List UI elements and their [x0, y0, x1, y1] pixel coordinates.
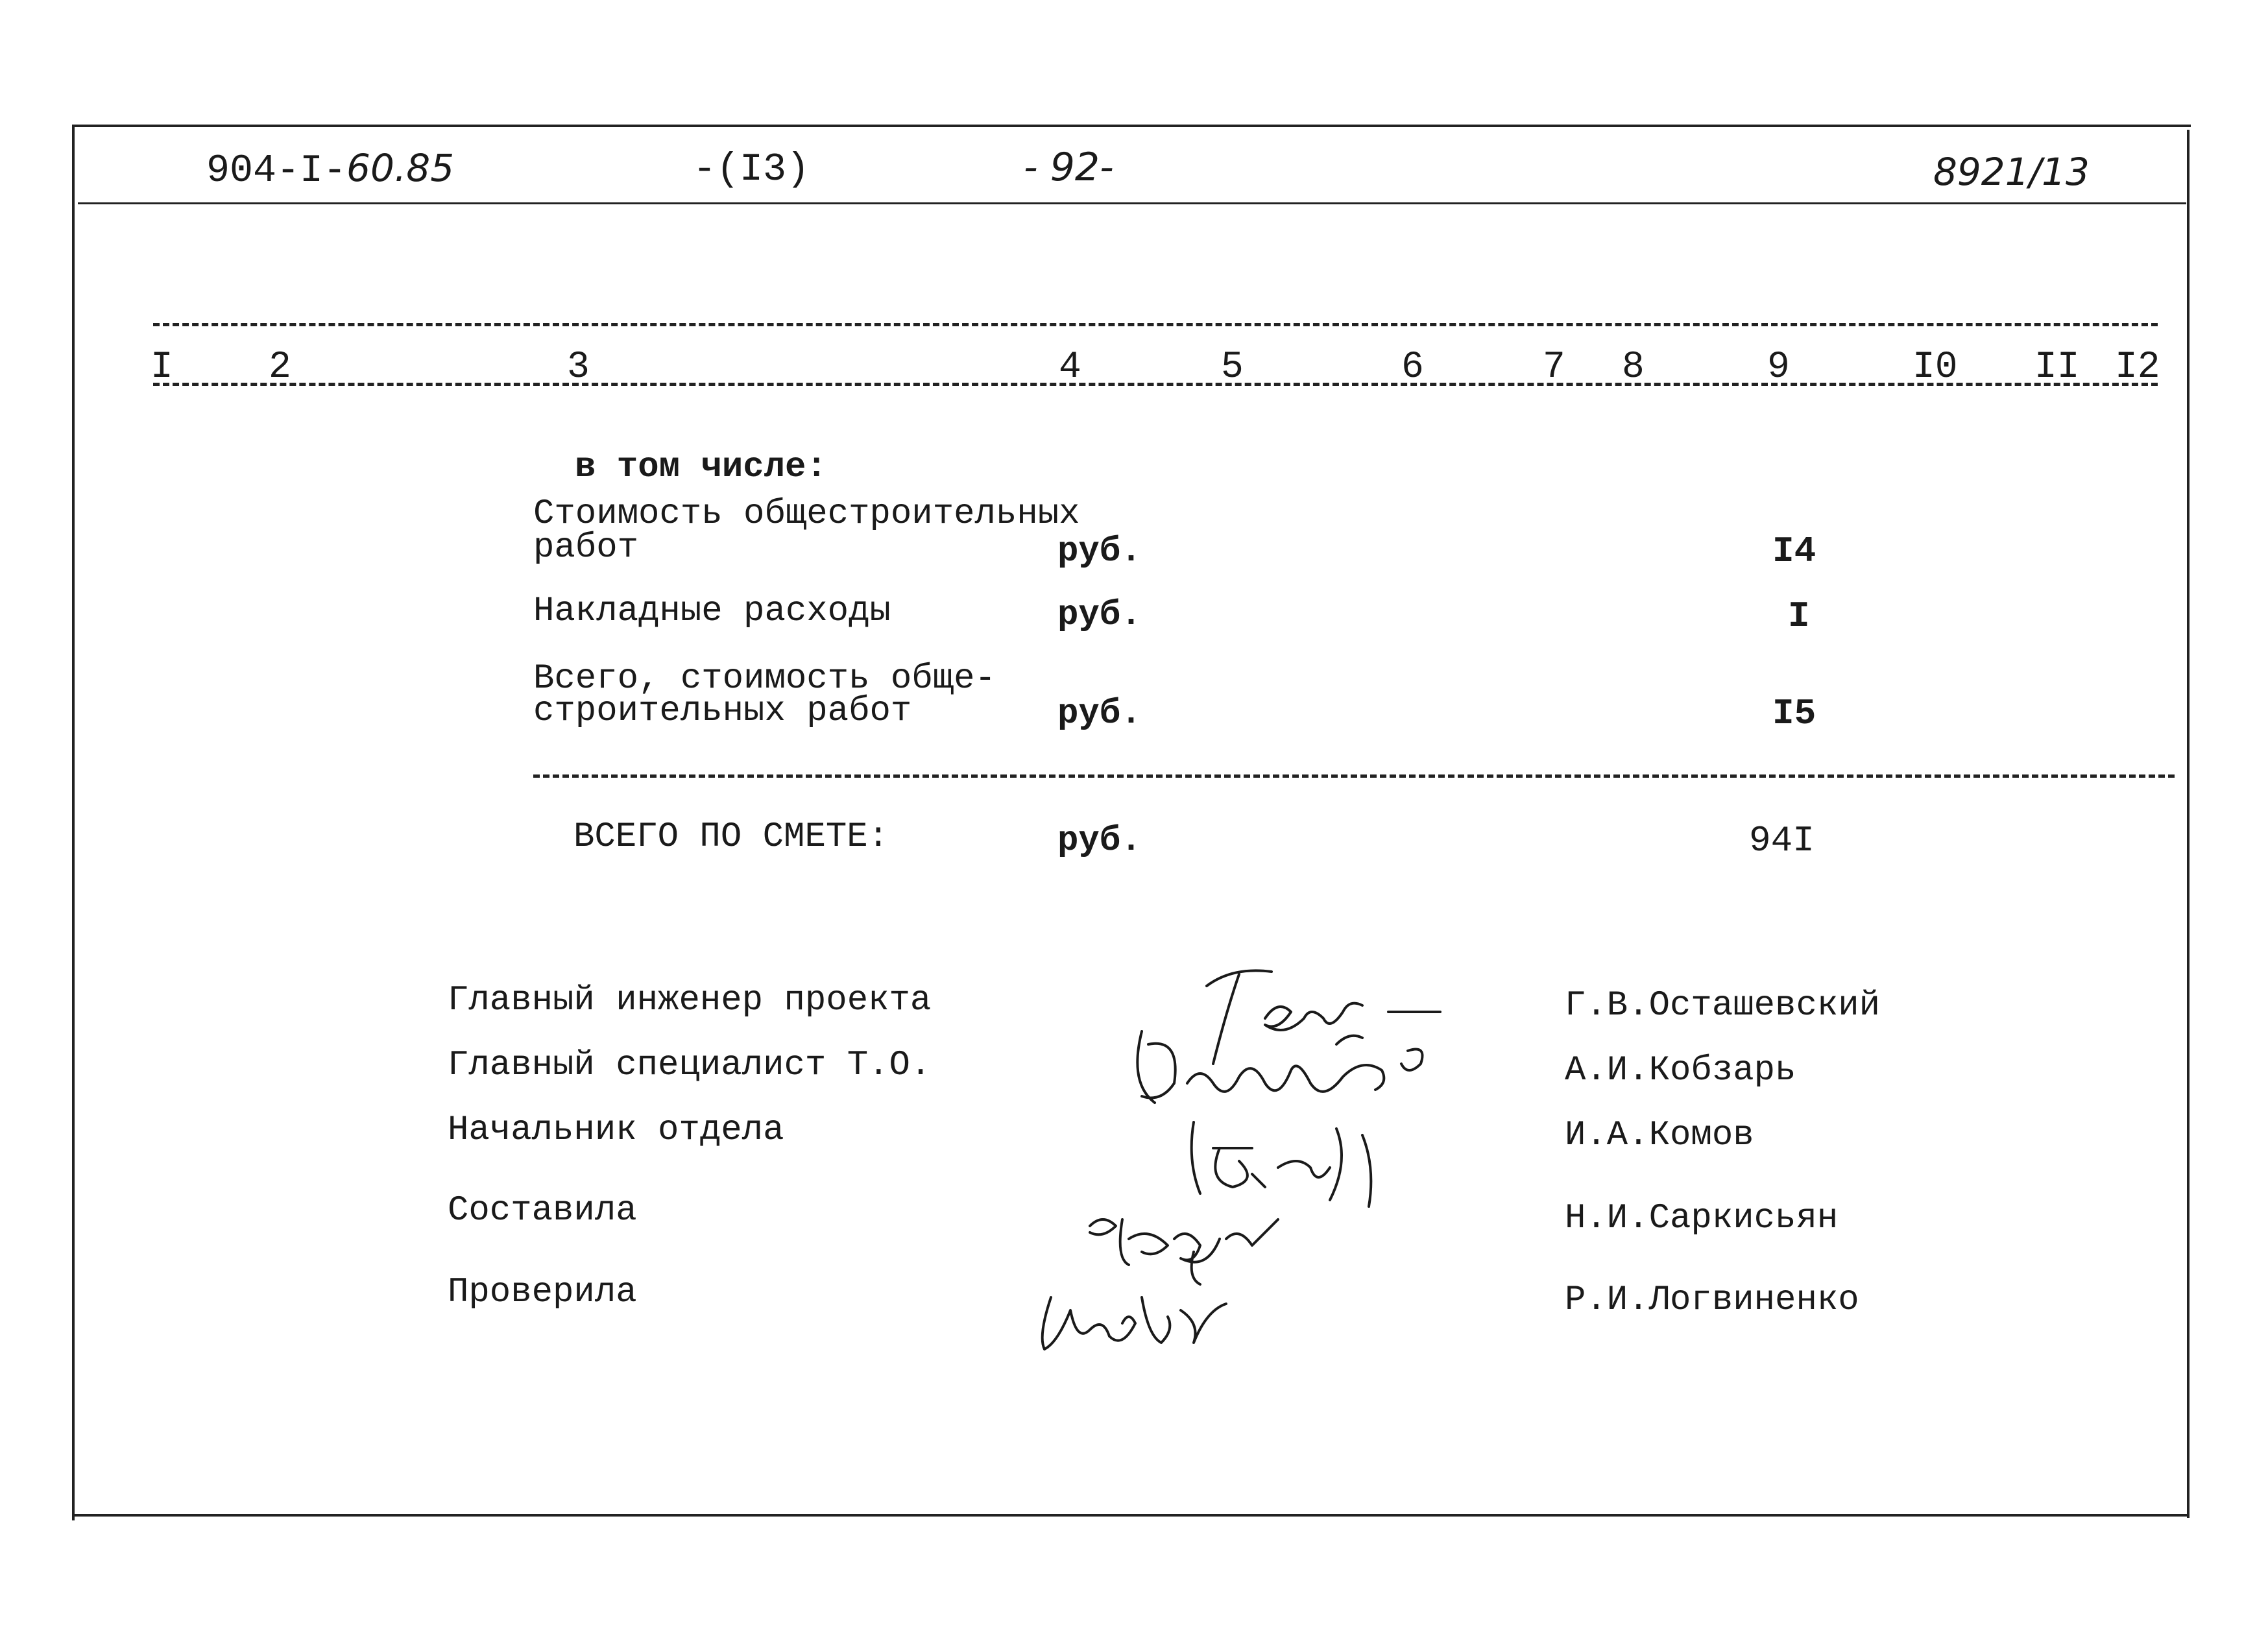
column-number: II	[2034, 346, 2080, 389]
header-rule	[78, 202, 2186, 204]
row-label: Накладные расходы	[533, 592, 891, 631]
frame-left-border	[72, 125, 75, 1520]
frame-bottom-border	[72, 1514, 2190, 1517]
signatory-name: Р.И.Логвиненко	[1565, 1280, 1859, 1320]
signatory-title: Составила	[448, 1191, 637, 1230]
section-number: -(I3)	[693, 148, 810, 192]
frame-top-border	[75, 125, 2191, 127]
column-number: 3	[567, 346, 590, 389]
signatory-name: Н.И.Саркисьян	[1565, 1199, 1839, 1238]
document-code-prefix: 904-I-	[206, 149, 347, 193]
column-number: 6	[1401, 346, 1424, 389]
signature-logvinenko	[1031, 1284, 1246, 1365]
column-header-top-rule	[153, 323, 2158, 326]
row-label: Стоимость общестроительных	[533, 494, 1080, 534]
row-label: строительных работ	[533, 691, 912, 731]
page-number: - 92-	[1024, 145, 1114, 190]
frame-right-border	[2187, 130, 2190, 1518]
grand-total-value: 94I	[1749, 820, 1815, 861]
column-number: 5	[1221, 346, 1244, 389]
signatory-name: А.И.Кобзарь	[1565, 1051, 1796, 1090]
signatory-title: Начальник отдела	[448, 1110, 784, 1150]
signature-kobzar	[1116, 1018, 1453, 1125]
breakdown-intro: в том числе:	[575, 448, 827, 487]
row-label: работ	[533, 528, 639, 568]
archive-number: 8921/13	[1933, 150, 2090, 194]
signatory-name: И.А.Комов	[1565, 1116, 1754, 1155]
document-code-handwritten: 60.85	[346, 146, 455, 190]
row-unit: руб.	[1057, 532, 1142, 571]
column-number: I0	[1912, 346, 1958, 389]
column-number: I	[151, 346, 173, 389]
grand-total-unit: руб.	[1057, 821, 1142, 861]
row-unit: руб.	[1057, 595, 1142, 635]
row-unit: руб.	[1057, 694, 1142, 734]
signatory-title: Проверила	[448, 1273, 637, 1312]
signature-sarkisyan	[1077, 1200, 1297, 1294]
row-value: I	[1788, 595, 1810, 637]
signatory-title: Главный инженер проекта	[448, 981, 932, 1020]
column-number: 2	[269, 346, 291, 389]
signatory-name: Г.В.Осташевский	[1565, 986, 1881, 1026]
column-number: 4	[1059, 346, 1081, 389]
grand-total-label: ВСЕГО ПО СМЕТЕ:	[573, 817, 889, 857]
column-number: I2	[2115, 346, 2160, 389]
document-code	[206, 146, 455, 193]
signatory-title: Главный специалист Т.О.	[448, 1046, 932, 1085]
column-number: 7	[1543, 346, 1565, 389]
row-label: Всего, стоимость обще-	[533, 659, 996, 699]
column-header-bottom-rule	[153, 383, 2158, 386]
row-value: I5	[1772, 693, 1816, 734]
column-number: 8	[1622, 346, 1645, 389]
column-number: 9	[1767, 346, 1790, 389]
row-value: I4	[1772, 531, 1816, 572]
grand-total-separator	[533, 774, 2175, 778]
